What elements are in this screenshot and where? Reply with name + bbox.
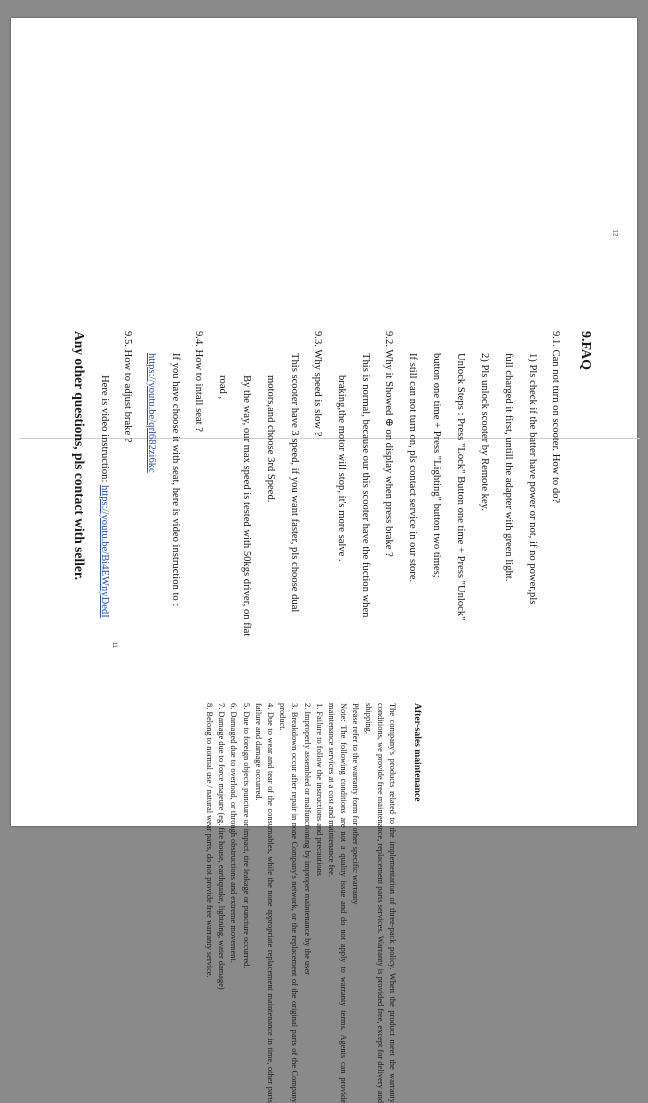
warranty-refer-note: Please refer to the warranty form for other specific warranty: [351, 703, 361, 905]
exclusion-item: 2. Improperly assembled or malfunctioning by improper maintenance by the user: [302, 703, 312, 975]
contact-seller-note: Any other questions, pls contact with seller.: [72, 331, 87, 581]
scanned-sheet: [11, 18, 637, 1103]
faq-answer-line: This is normal, because our this scooter have the fuction when: [360, 353, 371, 618]
exclusion-item: 7. Damage due to force majeure (eg. fire house, earthquake, lightning, water damage): [217, 703, 227, 990]
faq-question-5: 9.5. How to adjust brake ?: [122, 331, 133, 443]
faq-answer-line: 1) Pls check if the batter have power or not, if no power,pls: [527, 353, 538, 605]
exclusion-item: 5. Due to foreign objects puncture or impact, tire leakage or puncture occurred.: [241, 703, 251, 969]
faq-question-2: 9.2. Why it Showed ⊕ on display when press brake ?: [383, 331, 394, 557]
exclusion-item: 1. Failure to follow the instructions and precautions: [314, 703, 324, 877]
faq-question-3: 9.3. Why speed is slow ?: [312, 331, 323, 437]
brake-video-link[interactable]: https://youtu.be/Bi4EWnyDedI: [99, 485, 110, 618]
faq-answer-line: If still can not turn on, pls contact service in our store.: [407, 353, 418, 583]
faq-answer-line: motors,and choose 3rd Speed.: [265, 375, 276, 503]
seat-video-link[interactable]: https://youtu.be/qrl682zi6kc: [146, 353, 157, 473]
faq-title: 9.FAQ: [578, 331, 593, 371]
page-number-12: 12: [611, 229, 618, 237]
faq-answer-line: road ,: [217, 375, 228, 400]
faq-answer-line: This scooter have 3 speed, if you want faster, pls choose dual: [289, 353, 300, 613]
warranty-exclusion-note: Note: The following conditions are not a quality issue and do not apply to warranty terms. Agents can provide maintenance services at a cost and maintenance fee.: [326, 703, 349, 1103]
after-sales-title: After-sales maintenance: [412, 703, 423, 802]
faq-answer-line: If you have choose it with seat, here is video instruction to :: [170, 353, 181, 607]
faq-answer-line: By the way, our max speed is tested with 50kgs driver, on flat: [241, 375, 252, 637]
exclusion-item: 4. Due to wear and tear of the consumables, while the none appropriate replacement maintenance in time, other parts failure and damage occurred.: [253, 703, 275, 1103]
page-number-11: 11: [111, 641, 118, 649]
faq-question-4: 9.4. How to intall seat ?: [193, 331, 204, 432]
faq-question-1: 9.1. Can not turn on scooter. How to do?: [550, 331, 561, 504]
faq-answer-line: full charged it first, untill the adapter with green light.: [503, 353, 514, 582]
faq-answer-line: Unlock Steps : Press "Lock" Button one time + Press "Unlock": [455, 353, 466, 621]
exclusion-item: 8. Belong to normal use / natural wear parts, do not provide free warranty service.: [204, 703, 214, 978]
faq-answer-line: button one time + Press "Lighting" button two times;: [431, 353, 442, 578]
exclusion-item: 6. Damaged due to overload, or through obstructions and extreme movement.: [229, 703, 239, 963]
after-sales-page: [63, 703, 423, 1103]
after-sales-intro: The company's products related to the implementation of three-pack policy. When the product meet the warranty conditions, we provide free maintenance, replacement parts services. Warranty is provided free, except for delivery and shipping.: [363, 703, 397, 1103]
brake-video-label: Here is video instruction:: [99, 375, 110, 486]
exclusion-item: 3. Breakdown occur after repair in none Company's network, or the replacement of the original parts of the Company product.: [278, 703, 300, 1103]
faq-answer-line: 2) Pls unlock scooter by Remote key.: [479, 353, 490, 511]
faq-answer-line: braking,the motor will stop, it's more salve .: [336, 375, 347, 562]
